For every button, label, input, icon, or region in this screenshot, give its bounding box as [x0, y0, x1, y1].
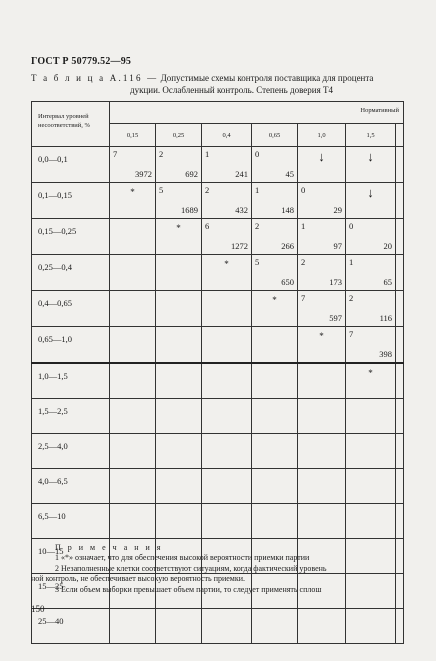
percent-column-header: 0,15 — [110, 124, 156, 147]
plan-cell — [346, 255, 396, 291]
truncated-cell — [396, 255, 404, 291]
plan-cell — [202, 504, 252, 539]
plan-cell — [346, 147, 396, 183]
plan-cell — [346, 219, 396, 255]
plan-cell — [252, 469, 298, 504]
acceptance-number: 6 — [205, 221, 210, 231]
plan-cell — [110, 609, 156, 644]
interval-cell: 0,1—0,15 — [32, 183, 110, 219]
sample-size: 116 — [379, 313, 392, 323]
plan-cell — [110, 363, 156, 399]
sample-size: 1689 — [181, 205, 198, 215]
plan-cell — [252, 363, 298, 399]
header-row-normative — [32, 102, 404, 124]
table-row — [32, 147, 404, 183]
note-line: 2 Незаполненные клетки соответствуют ситуациям, когда фактический уровень — [55, 563, 327, 573]
truncated-cell — [396, 504, 404, 539]
interval-cell: 0,25—0,4 — [32, 255, 110, 291]
sample-size: 432 — [235, 205, 248, 215]
truncated-cell — [396, 434, 404, 469]
sample-size: 97 — [333, 241, 342, 251]
star-marker: * — [368, 368, 373, 378]
plan-cell — [298, 504, 346, 539]
note-line: ной контроль, не обеспечивает высокую вероятность приемки. — [31, 574, 246, 584]
plan-cell — [202, 327, 252, 364]
truncated-cell — [396, 609, 404, 644]
plan-cell — [252, 327, 298, 364]
plan-cell — [110, 504, 156, 539]
plan-cell — [346, 609, 396, 644]
plan-cell — [156, 147, 202, 183]
document-code: ГОСТ Р 50779.52—95 — [31, 56, 132, 67]
notes-title: П р и м е ч а н и я — [55, 543, 163, 552]
interval-cell: 4,0—6,5 — [32, 469, 110, 504]
acceptance-number: 5 — [159, 185, 164, 195]
arrow-down-icon: ↓ — [367, 185, 374, 200]
plan-cell — [252, 399, 298, 434]
table-label: Т а б л и ц а А.116 — — [31, 73, 159, 83]
plan-cell — [298, 399, 346, 434]
note-line: 3 Если объем выборки превышает объем партии, то следует применять сплош — [55, 584, 322, 594]
plan-cell — [252, 255, 298, 291]
truncated-cell — [396, 183, 404, 219]
plan-cell — [110, 434, 156, 469]
plan-cell — [298, 609, 346, 644]
plan-cell — [252, 504, 298, 539]
plan-cell — [298, 469, 346, 504]
plan-cell — [110, 183, 156, 219]
percent-column-header: 1,0 — [298, 124, 346, 147]
table-caption-text: Допустимые схемы контроля поставщика для процента — [160, 73, 374, 83]
star-marker: * — [224, 259, 229, 269]
truncated-cell — [396, 539, 404, 574]
star-marker: * — [319, 331, 324, 341]
truncated-cell — [396, 574, 404, 609]
plan-cell — [346, 327, 396, 364]
table-row — [32, 609, 404, 644]
sample-size: 148 — [281, 205, 294, 215]
percent-column-header: 0,65 — [252, 124, 298, 147]
table-row — [32, 434, 404, 469]
plan-cell — [110, 327, 156, 364]
interval-cell: 0,0—0,1 — [32, 147, 110, 183]
truncated-cell — [396, 363, 404, 399]
acceptance-number: 0 — [349, 221, 354, 231]
plan-cell — [202, 147, 252, 183]
sample-size: 45 — [285, 169, 294, 179]
acceptance-number: 7 — [349, 329, 354, 339]
plan-cell — [346, 363, 396, 399]
interval-cell: 6,5—10 — [32, 504, 110, 539]
sample-size: 20 — [383, 241, 392, 251]
interval-cell: 1,5—2,5 — [32, 399, 110, 434]
plan-cell — [346, 469, 396, 504]
sample-size: 1272 — [231, 241, 248, 251]
interval-cell: 0,15—0,25 — [32, 219, 110, 255]
percent-column-header: 0,4 — [202, 124, 252, 147]
plan-cell — [202, 291, 252, 327]
plan-cell — [346, 183, 396, 219]
plan-cell — [252, 219, 298, 255]
star-marker: * — [130, 187, 135, 197]
arrow-down-icon: ↓ — [318, 149, 325, 164]
plan-cell — [202, 609, 252, 644]
acceptance-number: 1 — [301, 221, 306, 231]
acceptance-number: 7 — [301, 293, 306, 303]
table-row — [32, 219, 404, 255]
plan-cell — [298, 291, 346, 327]
sample-size: 398 — [379, 349, 392, 359]
plan-cell — [298, 327, 346, 364]
normative-header: Нормативный — [110, 102, 404, 124]
interval-cell: 15—25 — [32, 574, 110, 609]
truncated-cell — [396, 399, 404, 434]
truncated-cell — [396, 219, 404, 255]
plan-cell — [202, 255, 252, 291]
plan-cell — [252, 183, 298, 219]
plan-cell — [156, 469, 202, 504]
table-caption-line-2: дукции. Ослабленный контроль. Степень доверия Т4 — [130, 85, 333, 95]
table-row — [32, 363, 404, 399]
plan-cell — [298, 434, 346, 469]
acceptance-number: 2 — [301, 257, 306, 267]
sample-size: 29 — [333, 205, 342, 215]
plan-cell — [156, 183, 202, 219]
plan-cell — [110, 147, 156, 183]
acceptance-number: 1 — [205, 149, 210, 159]
interval-cell: 0,65—1,0 — [32, 327, 110, 364]
acceptance-number: 2 — [159, 149, 164, 159]
truncated-cell — [396, 291, 404, 327]
plan-cell — [252, 434, 298, 469]
plan-cell — [156, 399, 202, 434]
table-caption-line-1 — [31, 73, 373, 83]
table-row — [32, 255, 404, 291]
notes-block — [31, 543, 393, 595]
sample-size: 597 — [329, 313, 342, 323]
sample-size: 65 — [383, 277, 392, 287]
plan-cell — [252, 291, 298, 327]
table-row — [32, 469, 404, 504]
sample-size: 650 — [281, 277, 294, 287]
plan-cell — [156, 504, 202, 539]
plan-cell — [110, 399, 156, 434]
plan-cell — [252, 147, 298, 183]
interval-cell: 0,4—0,65 — [32, 291, 110, 327]
truncated-cell — [396, 147, 404, 183]
plan-cell — [156, 609, 202, 644]
plan-cell — [346, 434, 396, 469]
truncated-cell — [396, 469, 404, 504]
sample-size: 173 — [329, 277, 342, 287]
plan-cell — [202, 434, 252, 469]
sample-size: 266 — [281, 241, 294, 251]
table-row — [32, 291, 404, 327]
plan-cell — [298, 183, 346, 219]
plan-cell — [298, 255, 346, 291]
page-number: 150 — [31, 604, 45, 614]
table-row — [32, 399, 404, 434]
sample-size: 692 — [185, 169, 198, 179]
acceptance-number: 7 — [113, 149, 118, 159]
plan-cell — [298, 147, 346, 183]
sample-size: 241 — [235, 169, 248, 179]
plan-cell — [202, 219, 252, 255]
plan-cell — [202, 363, 252, 399]
table-row — [32, 327, 404, 364]
note-line: 1 «*» означает, что для обеспечения высокой вероятности приемки партии — [55, 553, 310, 563]
plan-cell — [110, 255, 156, 291]
plan-cell — [202, 183, 252, 219]
star-marker: * — [176, 223, 181, 233]
plan-cell — [346, 291, 396, 327]
plan-cell — [346, 399, 396, 434]
percent-column-header: 1,5 — [346, 124, 396, 147]
table-row — [32, 183, 404, 219]
plan-cell — [202, 469, 252, 504]
acceptance-number: 1 — [349, 257, 354, 267]
acceptance-number: 2 — [349, 293, 354, 303]
plan-cell — [298, 363, 346, 399]
star-marker: * — [272, 295, 277, 305]
plan-cell — [156, 291, 202, 327]
interval-cell: 25—40 — [32, 609, 110, 644]
plan-cell — [252, 609, 298, 644]
interval-cell: 1,0—1,5 — [32, 363, 110, 399]
percent-column-header: 0,25 — [156, 124, 202, 147]
table-row — [32, 504, 404, 539]
truncated-cell — [396, 327, 404, 364]
acceptance-number: 1 — [255, 185, 260, 195]
acceptance-number: 2 — [255, 221, 260, 231]
acceptance-number: 2 — [205, 185, 210, 195]
plan-cell — [202, 399, 252, 434]
interval-cell: 2,5—4,0 — [32, 434, 110, 469]
plan-cell — [156, 327, 202, 364]
acceptance-number: 0 — [255, 149, 260, 159]
interval-cell: 10—15 — [32, 539, 110, 574]
plan-cell — [298, 219, 346, 255]
plan-cell — [156, 255, 202, 291]
acceptance-number: 0 — [301, 185, 306, 195]
plan-cell — [156, 363, 202, 399]
sample-size: 3972 — [135, 169, 152, 179]
plan-cell — [156, 219, 202, 255]
arrow-down-icon: ↓ — [367, 149, 374, 164]
plan-cell — [346, 504, 396, 539]
plan-cell — [110, 469, 156, 504]
interval-header: Интервал уровней несоответствий, % — [32, 102, 110, 147]
percent-column-header-truncated — [396, 124, 404, 147]
plan-cell — [156, 434, 202, 469]
plan-cell — [110, 291, 156, 327]
plan-cell — [110, 219, 156, 255]
acceptance-number: 5 — [255, 257, 260, 267]
